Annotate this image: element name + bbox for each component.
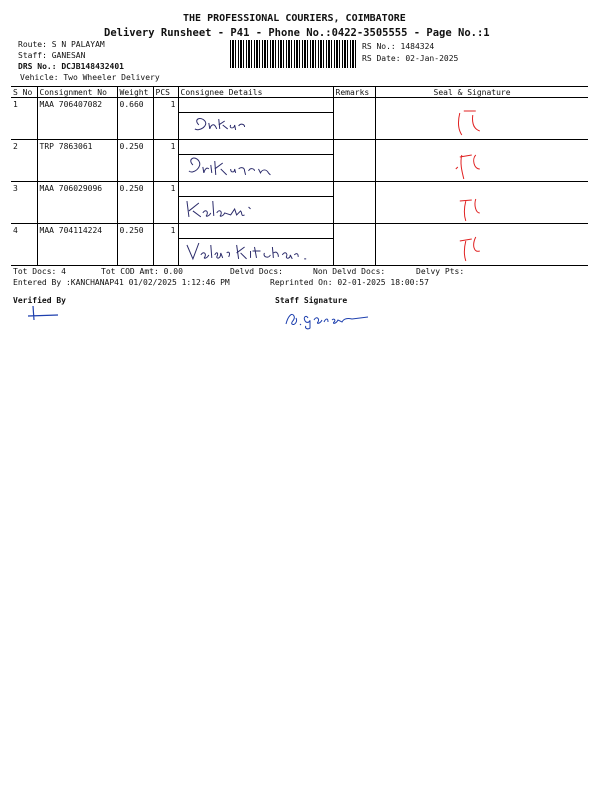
cell-seal	[375, 140, 588, 182]
cell-consignment: TRP 7863061	[37, 140, 117, 182]
cell-remarks	[333, 98, 375, 140]
cell-weight: 0.250	[117, 224, 153, 266]
cell-sno: 4	[11, 224, 37, 266]
consignee-signature	[179, 98, 333, 139]
seal-signature-mark	[376, 98, 589, 139]
col-header-consignee: Consignee Details	[178, 87, 333, 98]
runsheet-table	[11, 86, 588, 266]
col-header-sno: S No	[11, 87, 37, 98]
staff-signature-handwriting	[282, 306, 372, 330]
cell-sno: 2	[11, 140, 37, 182]
rs-number: RS No.: 1484324	[362, 42, 435, 51]
cell-pcs: 1	[153, 140, 178, 182]
cell-consignee	[178, 182, 333, 224]
total-docs: Tot Docs: 4	[13, 267, 66, 276]
barcode-image	[230, 40, 358, 68]
col-header-pcs: PCS	[153, 87, 178, 98]
vehicle-text: Vehicle: Two Wheeler Delivery	[20, 73, 160, 82]
cell-sno: 1	[11, 98, 37, 140]
table-row	[11, 224, 588, 266]
staff-signature-label: Staff Signature	[275, 296, 348, 305]
verified-by-label: Verified By	[13, 296, 66, 305]
cell-seal	[375, 98, 588, 140]
cell-pcs: 1	[153, 98, 178, 140]
col-header-seal: Seal & Signature	[375, 87, 588, 98]
cell-consignee	[178, 224, 333, 266]
delivered-docs: Delvd Docs:	[230, 267, 283, 276]
cell-weight: 0.250	[117, 182, 153, 224]
cell-weight: 0.660	[117, 98, 153, 140]
total-cod-amount: Tot COD Amt: 0.00	[101, 267, 183, 276]
cell-consignment: MAA 706029096	[37, 182, 117, 224]
seal-signature-mark	[376, 224, 589, 265]
cell-remarks	[333, 182, 375, 224]
cell-pcs: 1	[153, 224, 178, 266]
cell-consignment: MAA 704114224	[37, 224, 117, 266]
cell-pcs: 1	[153, 182, 178, 224]
seal-signature-mark	[376, 182, 589, 223]
seal-signature-mark	[376, 140, 589, 181]
cell-seal	[375, 182, 588, 224]
cell-remarks	[333, 224, 375, 266]
table-header-row	[11, 87, 588, 98]
staff-text: Staff: GANESAN	[18, 51, 86, 60]
col-header-consignment: Consignment No	[37, 87, 117, 98]
cell-sno: 3	[11, 182, 37, 224]
table-row	[11, 140, 588, 182]
entered-by: Entered By :KANCHANAP41 01/02/2025 1:12:46 PM	[13, 278, 230, 287]
reprinted-on: Reprinted On: 02-01-2025 18:00:57	[270, 278, 429, 287]
company-title: THE PROFESSIONAL COURIERS, COIMBATORE	[183, 13, 406, 24]
col-header-remarks: Remarks	[333, 87, 375, 98]
cell-consignee	[178, 140, 333, 182]
cell-remarks	[333, 140, 375, 182]
cell-weight: 0.250	[117, 140, 153, 182]
delivery-points: Delvy Pts:	[416, 267, 465, 276]
cell-consignment: MAA 706407082	[37, 98, 117, 140]
consignee-signature	[179, 224, 333, 265]
runsheet-subtitle: Delivery Runsheet - P41 - Phone No.:0422-3505555 - Page No.:1	[104, 27, 490, 39]
rs-date: RS Date: 02-Jan-2025	[362, 54, 459, 63]
non-delivered-docs: Non Delvd Docs:	[313, 267, 386, 276]
table-row	[11, 98, 588, 140]
verified-signature-mark	[24, 304, 64, 324]
cell-consignee	[178, 98, 333, 140]
table-row	[11, 182, 588, 224]
col-header-weight: Weight	[117, 87, 153, 98]
drs-number: DRS No.: DCJB148432401	[18, 62, 124, 71]
cell-seal	[375, 224, 588, 266]
consignee-signature	[179, 182, 333, 223]
route-text: Route: S N PALAYAM	[18, 40, 105, 49]
consignee-signature	[179, 140, 333, 181]
